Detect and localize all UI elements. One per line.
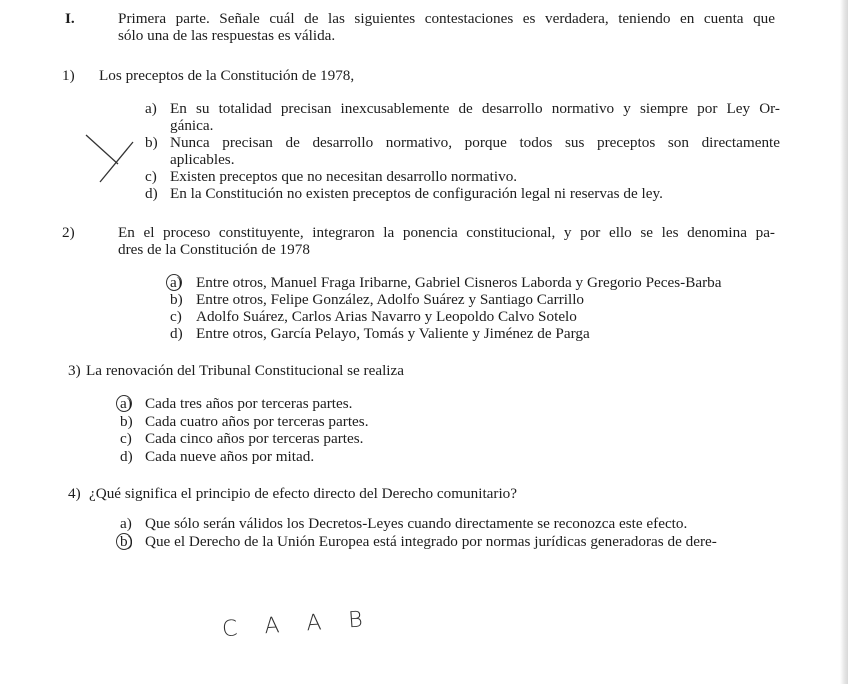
- stem-line: dres de la Constitución de 1978: [118, 241, 310, 258]
- question-4-number: 4): [68, 485, 81, 502]
- option-text: Entre otros, García Pelayo, Tomás y Valiente y Jiménez de Parga: [196, 325, 590, 342]
- option-text: Cada cinco años por terceras partes.: [145, 430, 364, 447]
- option-letter: c): [145, 168, 157, 185]
- option-letter: b): [145, 134, 158, 151]
- question-3-stem: La renovación del Tribunal Constitucional se realiza: [86, 362, 405, 379]
- option-text: Cada nueve años por mitad.: [145, 447, 315, 465]
- section-number: I.: [65, 10, 75, 27]
- option-text: gánica.: [170, 117, 214, 134]
- instructions-line: sólo una de las respuestas es válida.: [118, 27, 336, 44]
- instructions-line: Primera parte. Señale cuál de las siguientes contestaciones es verdadera, teniendo en cuenta que: [118, 10, 775, 27]
- option-text: Entre otros, Manuel Fraga Iribarne, Gabriel Cisneros Laborda y Gregorio Peces-Barba: [196, 274, 722, 291]
- option-text: En su totalidad precisan inexcusablemente de desarrollo normativo y siempre por Ley Or-: [170, 100, 780, 117]
- option-letter: d): [120, 447, 133, 465]
- option-text: aplicables.: [170, 151, 235, 168]
- question-1-number: 1): [62, 67, 75, 84]
- question-2-stem: [118, 224, 775, 258]
- option-letter: c): [120, 430, 132, 447]
- option-text: Entre otros, Felipe González, Adolfo Suárez y Santiago Carrillo: [196, 291, 585, 308]
- option-letter: b): [170, 291, 183, 308]
- option-text: Existen preceptos que no necesitan desarrollo normativo.: [170, 168, 518, 185]
- option-letter: d): [170, 325, 183, 342]
- question-3-number: 3): [68, 362, 81, 379]
- option-text: Adolfo Suárez, Carlos Arias Navarro y Leopoldo Calvo Sotelo: [196, 308, 577, 325]
- question-4-stem: ¿Qué significa el principio de efecto directo del Derecho comunitario?: [89, 485, 518, 502]
- option-letter: a): [120, 395, 132, 412]
- section-instructions: [118, 10, 775, 44]
- option-text: Que sólo serán válidos los Decretos-Leyes cuando directamente se reconozca este efecto.: [145, 515, 688, 532]
- option-letter: b): [120, 412, 133, 430]
- option-text: Que el Derecho de la Unión Europea está integrado por normas jurídicas generadoras de dere-: [145, 532, 717, 550]
- scan-edge: [840, 0, 848, 684]
- option-text: En la Constitución no existen preceptos de configuración legal ni reservas de ley.: [170, 185, 663, 202]
- handwritten-cross-mark: [80, 130, 140, 186]
- option-text: Nunca precisan de desarrollo normativo, porque todos sus preceptos son directamente: [170, 134, 780, 151]
- option-letter: c): [170, 308, 182, 325]
- question-2-number: 2): [62, 224, 75, 241]
- handwritten-answers: C A A B: [221, 606, 374, 643]
- option-letter: d): [145, 185, 158, 202]
- question-1-stem: Los preceptos de la Constitución de 1978,: [99, 67, 355, 84]
- option-text: Cada cuatro años por terceras partes.: [145, 412, 369, 430]
- stem-line: En el proceso constituyente, integraron la ponencia constitucional, y por ello se les denomina pa-: [118, 224, 775, 241]
- option-text: Cada tres años por terceras partes.: [145, 395, 353, 412]
- option-letter: a): [145, 100, 157, 117]
- option-letter: a): [120, 515, 132, 532]
- option-letter: b): [120, 532, 133, 550]
- option-letter: a): [170, 274, 182, 291]
